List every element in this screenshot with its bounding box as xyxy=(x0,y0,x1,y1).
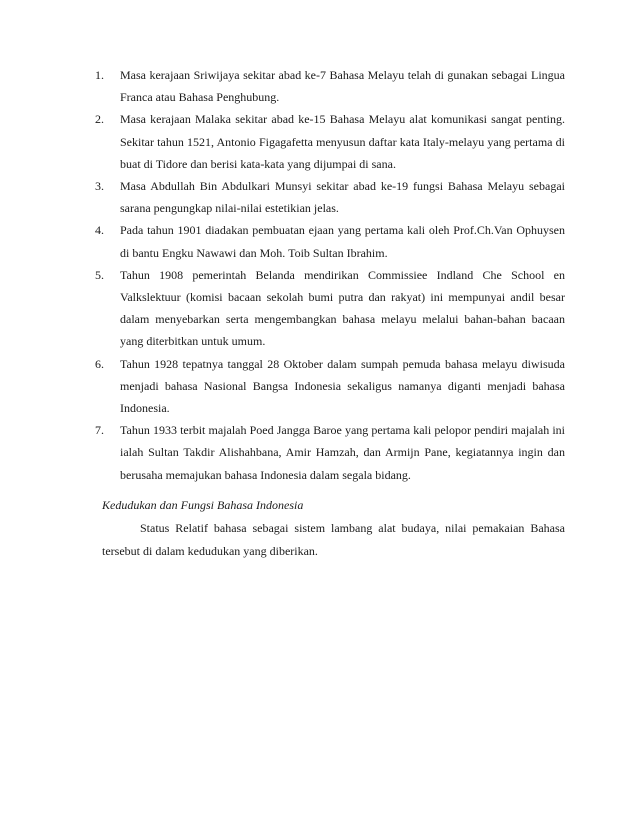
list-item xyxy=(95,64,565,108)
list-item xyxy=(95,419,565,486)
list-item-text: Pada tahun 1901 diadakan pembuatan ejaan yang pertama kali oleh Prof.Ch.Van Ophuysen di bantu Engku Nawawi dan Moh. Toib Sultan Ibrahim. xyxy=(120,223,565,260)
list-item xyxy=(95,264,565,353)
list-number: 2. xyxy=(95,112,104,127)
list-item xyxy=(95,353,565,420)
section-heading: Kedudukan dan Fungsi Bahasa Indonesia xyxy=(102,498,304,512)
list-item-text: Tahun 1933 terbit majalah Poed Jangga Baroe yang pertama kali pelopor pendiri majalah ini ialah Sultan Takdir Alishahbana, Amir Hamzah, dan Armijn Pane, kegiatannya ingin dan berusaha memajukan bahasa Indonesia dalam segala bidang. xyxy=(120,423,565,482)
list-item-text: Tahun 1908 pemerintah Belanda mendirikan Commissiee Indland Che School en Valkslektuur (komisi bacaan sekolah bumi putra dan rakyat) ini mempunyai andil besar dalam menyebarkan serta mengembangkan bahasa melayu melalui bahan-bahan bacaan yang diterbitkan untuk umum. xyxy=(120,267,565,349)
list-number: 4. xyxy=(95,223,104,238)
list-number: 5. xyxy=(95,267,104,282)
list-item xyxy=(95,175,565,219)
list-item-text: Masa kerajaan Sriwijaya sekitar abad ke-7 Bahasa Melayu telah di gunakan sebagai Lingua Franca atau Bahasa Penghubung. xyxy=(120,68,565,105)
list-number: 3. xyxy=(95,179,104,194)
list-item-text: Tahun 1928 tepatnya tanggal 28 Oktober dalam sumpah pemuda bahasa melayu diwisuda menjadi bahasa Nasional Bangsa Indonesia sekaligus namanya diganti menjadi bahasa Indonesia. xyxy=(120,356,565,416)
list-number: 7. xyxy=(95,423,104,438)
list-number: 1. xyxy=(95,68,104,82)
list-item xyxy=(95,108,565,175)
history-list xyxy=(95,64,565,486)
list-item-text: Masa Abdullah Bin Abdulkari Munsyi sekitar abad ke-19 fungsi Bahasa Melayu sebagai sarana pengungkap nilai-nilai estetikian jelas. xyxy=(120,179,565,216)
list-number: 6. xyxy=(95,356,104,371)
list-item-text: Masa kerajaan Malaka sekitar abad ke-15 Bahasa Melayu alat komunikasi sangat penting. Sekitar tahun 1521, Antonio Figagafetta menyusun daftar kata Italy-melayu yang pertama di buat di Tidore dan berisi kata-kata yang dijumpai di sana. xyxy=(120,112,565,171)
body-paragraph: Status Relatif bahasa sebagai sistem lambang alat budaya, nilai pemakaian Bahasa tersebut di dalam kedudukan yang diberikan. xyxy=(102,521,565,558)
list-item xyxy=(95,219,565,263)
